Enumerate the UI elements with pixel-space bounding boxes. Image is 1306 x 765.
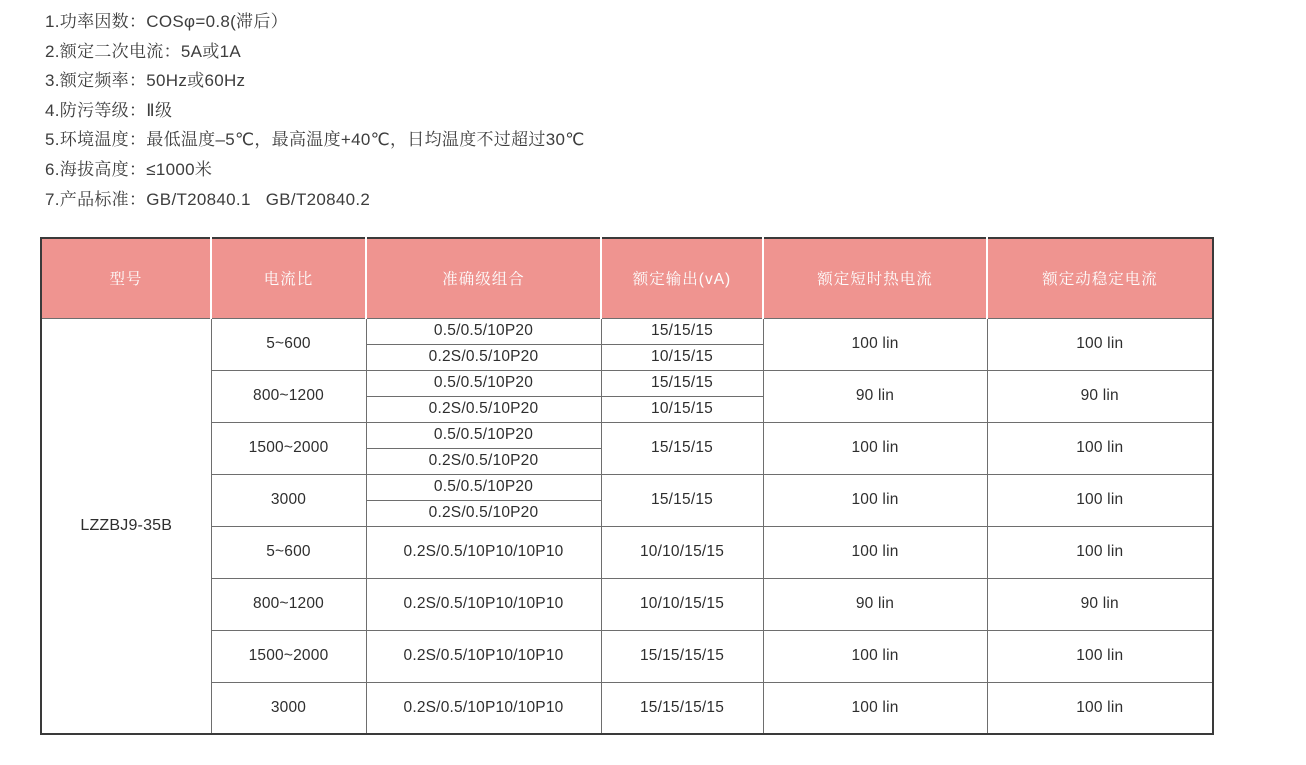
dynamic-cell: 100 lin <box>987 422 1213 474</box>
ratio-cell: 3000 <box>211 682 366 734</box>
dynamic-cell: 100 lin <box>987 474 1213 526</box>
thermal-cell: 100 lin <box>763 682 987 734</box>
note-secondary-current: 2.额定二次电流：5A或1A <box>45 41 241 61</box>
table-row <box>41 526 1213 578</box>
combo-cell: 0.5/0.5/10P20 <box>366 422 601 448</box>
thermal-cell: 100 lin <box>763 526 987 578</box>
note-product-standard: 7.产品标准：GB/T20840.1 GB/T20840.2 <box>45 189 371 209</box>
output-cell: 15/15/15/15 <box>601 630 763 682</box>
ratio-cell: 5~600 <box>211 318 366 370</box>
header-rated-output: 额定输出(vA) <box>601 238 763 318</box>
header-current-ratio: 电流比 <box>211 238 366 318</box>
output-cell: 10/10/15/15 <box>601 526 763 578</box>
output-cell: 10/15/15 <box>601 396 763 422</box>
ratio-cell: 800~1200 <box>211 370 366 422</box>
table-row <box>41 474 1213 500</box>
ratio-cell: 3000 <box>211 474 366 526</box>
output-cell: 15/15/15/15 <box>601 682 763 734</box>
header-thermal-current: 额定短时热电流 <box>763 238 987 318</box>
dynamic-cell: 100 lin <box>987 318 1213 370</box>
output-cell: 10/10/15/15 <box>601 578 763 630</box>
ratio-cell: 800~1200 <box>211 578 366 630</box>
table-row <box>41 682 1213 734</box>
thermal-cell: 100 lin <box>763 318 987 370</box>
table-row <box>41 422 1213 448</box>
thermal-cell: 100 lin <box>763 474 987 526</box>
ratio-cell: 1500~2000 <box>211 422 366 474</box>
model-cell: LZZBJ9-35B <box>41 318 211 734</box>
table-header-row <box>41 238 1213 318</box>
spec-table <box>40 237 1214 735</box>
output-cell: 15/15/15 <box>601 370 763 396</box>
dynamic-cell: 90 lin <box>987 370 1213 422</box>
note-ambient-temperature: 5.环境温度：最低温度–5℃，最高温度+40℃，日均温度不过超过30℃ <box>45 130 585 150</box>
output-cell: 15/15/15 <box>601 318 763 344</box>
table-row <box>41 318 1213 344</box>
output-cell: 15/15/15 <box>601 474 763 526</box>
note-power-factor: 1.功率因数：COSφ=0.8(滞后） <box>45 12 288 31</box>
dynamic-cell: 100 lin <box>987 630 1213 682</box>
thermal-cell: 90 lin <box>763 578 987 630</box>
ratio-cell: 5~600 <box>211 526 366 578</box>
combo-cell: 0.2S/0.5/10P20 <box>366 500 601 526</box>
combo-cell: 0.2S/0.5/10P10/10P10 <box>366 630 601 682</box>
header-model: 型号 <box>41 238 211 318</box>
combo-cell: 0.2S/0.5/10P20 <box>366 448 601 474</box>
output-cell: 10/15/15 <box>601 344 763 370</box>
note-altitude: 6.海拔高度：≤1000米 <box>45 159 213 179</box>
note-pollution-class: 4.防污等级：Ⅱ级 <box>45 100 173 120</box>
table-row <box>41 578 1213 630</box>
table-row <box>41 370 1213 396</box>
combo-cell: 0.5/0.5/10P20 <box>366 370 601 396</box>
thermal-cell: 100 lin <box>763 630 987 682</box>
table-row <box>41 630 1213 682</box>
thermal-cell: 100 lin <box>763 422 987 474</box>
combo-cell: 0.2S/0.5/10P10/10P10 <box>366 682 601 734</box>
combo-cell: 0.2S/0.5/10P20 <box>366 344 601 370</box>
dynamic-cell: 100 lin <box>987 682 1213 734</box>
combo-cell: 0.2S/0.5/10P10/10P10 <box>366 526 601 578</box>
thermal-cell: 90 lin <box>763 370 987 422</box>
ratio-cell: 1500~2000 <box>211 630 366 682</box>
combo-cell: 0.5/0.5/10P20 <box>366 318 601 344</box>
header-dynamic-current: 额定动稳定电流 <box>987 238 1213 318</box>
combo-cell: 0.5/0.5/10P20 <box>366 474 601 500</box>
dynamic-cell: 100 lin <box>987 526 1213 578</box>
dynamic-cell: 90 lin <box>987 578 1213 630</box>
header-accuracy-combo: 准确级组合 <box>366 238 601 318</box>
combo-cell: 0.2S/0.5/10P10/10P10 <box>366 578 601 630</box>
spec-notes-list <box>45 7 585 214</box>
output-cell: 15/15/15 <box>601 422 763 474</box>
combo-cell: 0.2S/0.5/10P20 <box>366 396 601 422</box>
note-rated-frequency: 3.额定频率：50Hz或60Hz <box>45 71 246 91</box>
